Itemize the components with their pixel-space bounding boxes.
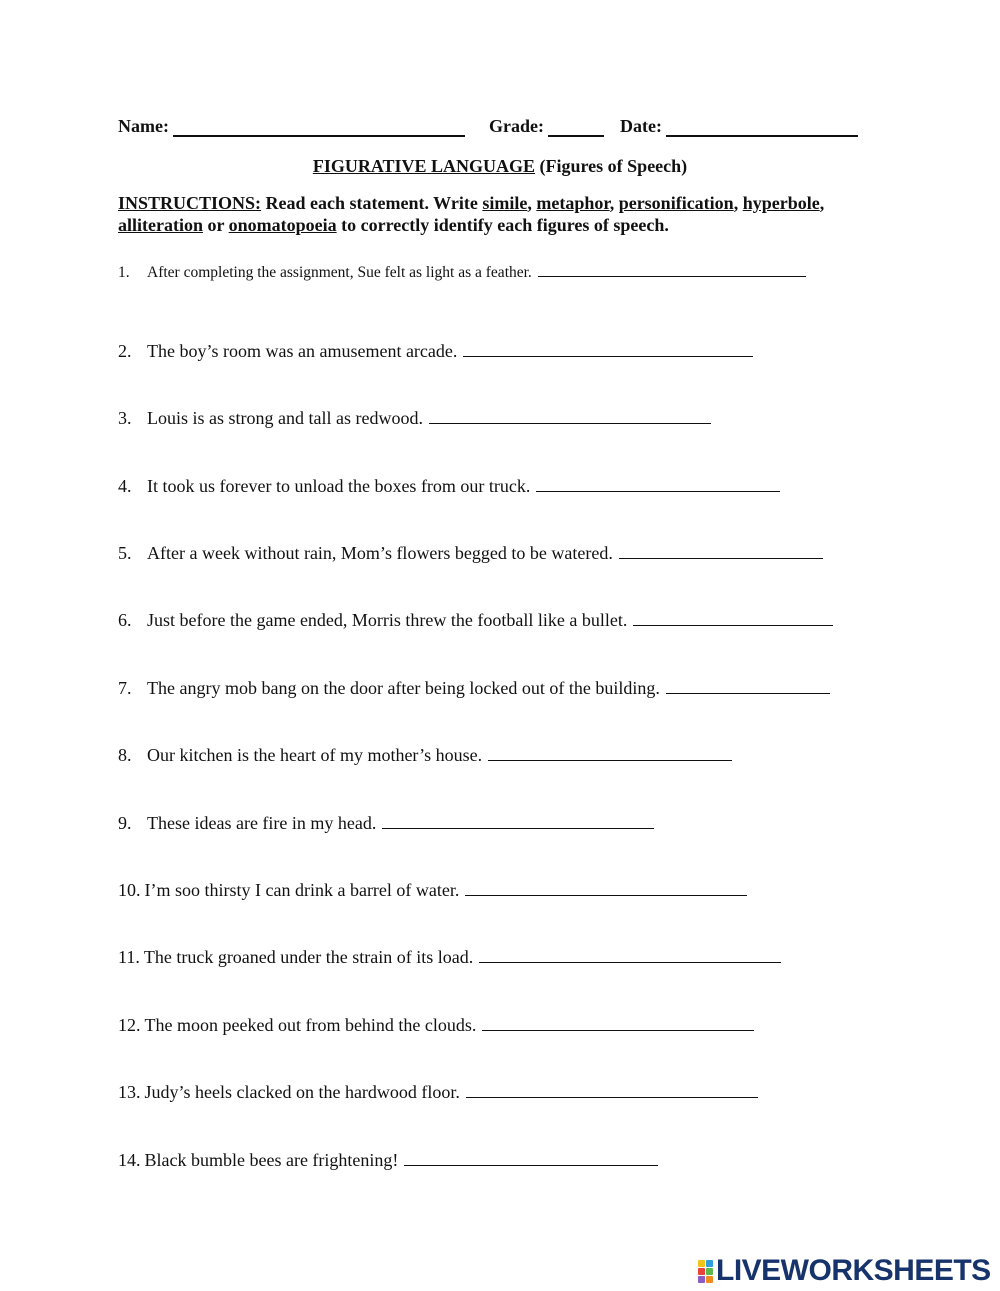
- question-text: Our kitchen is the heart of my mother’s house.: [147, 745, 483, 765]
- question-number: 3.: [118, 408, 132, 428]
- question-number: 6.: [118, 610, 132, 630]
- term-metaphor: metaphor: [536, 193, 610, 213]
- question-number: 5.: [118, 543, 132, 563]
- question-text: Just before the game ended, Morris threw the football like a bullet.: [147, 610, 628, 630]
- question-text: Black bumble bees are frightening!: [144, 1150, 399, 1170]
- term-simile: simile: [482, 193, 528, 213]
- title-main: FIGURATIVE LANGUAGE: [312, 156, 536, 176]
- logo-blocks-icon: [698, 1260, 713, 1283]
- question-14: [118, 1149, 658, 1171]
- answer-blank[interactable]: [465, 879, 747, 896]
- instructions: INSTRUCTIONS: Read each statement. Write simile, metaphor, personification, hyperbole, alliteration or onomatopoeia to correctly identify each figures of speech.: [118, 193, 825, 235]
- logo-block: [698, 1276, 705, 1283]
- name-blank[interactable]: [173, 119, 465, 137]
- instructions-or: or: [207, 215, 225, 235]
- instructions-label: INSTRUCTIONS:: [118, 193, 262, 213]
- question-number: 9.: [118, 813, 132, 833]
- question-number: 2.: [118, 341, 132, 361]
- answer-blank[interactable]: [463, 340, 753, 357]
- logo-block: [706, 1276, 713, 1283]
- student-info-row: [118, 116, 888, 137]
- answer-blank[interactable]: [666, 677, 830, 694]
- question-text: Judy’s heels clacked on the hardwood floor.: [144, 1082, 460, 1102]
- logo-block: [706, 1268, 713, 1275]
- answer-blank[interactable]: [633, 609, 833, 626]
- question-5: [118, 542, 823, 564]
- answer-blank[interactable]: [538, 260, 806, 277]
- question-number: 1.: [118, 264, 130, 281]
- question-7: [118, 677, 830, 699]
- question-text: It took us forever to unload the boxes from our truck.: [147, 476, 531, 496]
- question-4: [118, 475, 780, 497]
- name-label: Name:: [118, 116, 169, 136]
- term-onomatopoeia: onomatopoeia: [228, 215, 337, 235]
- logo-block: [698, 1268, 705, 1275]
- logo-block: [706, 1260, 713, 1267]
- question-8: [118, 744, 732, 766]
- answer-blank[interactable]: [482, 1014, 754, 1031]
- question-number: 14.: [118, 1150, 141, 1170]
- date-label: Date:: [619, 116, 662, 136]
- question-9: [118, 812, 654, 834]
- grade-blank[interactable]: [548, 119, 604, 137]
- question-2: [118, 340, 753, 362]
- question-1: [118, 260, 806, 282]
- question-text: After completing the assignment, Sue felt as light as a feather.: [147, 264, 532, 281]
- question-number: 12.: [118, 1015, 141, 1035]
- question-6: [118, 609, 833, 631]
- question-11: [118, 946, 781, 968]
- answer-blank[interactable]: [536, 475, 780, 492]
- answer-blank[interactable]: [466, 1081, 758, 1098]
- question-text: I’m soo thirsty I can drink a barrel of water.: [144, 880, 460, 900]
- question-text: Louis is as strong and tall as redwood.: [147, 408, 423, 428]
- logo-text: LIVEWORKSHEETS: [716, 1254, 991, 1287]
- question-12: [118, 1014, 754, 1036]
- answer-blank[interactable]: [619, 542, 823, 559]
- term-personification: personification: [618, 193, 734, 213]
- question-text: After a week without rain, Mom’s flowers begged to be watered.: [147, 543, 613, 563]
- question-number: 10.: [118, 880, 141, 900]
- answer-blank[interactable]: [479, 946, 781, 963]
- question-text: The angry mob bang on the door after being locked out of the building.: [147, 678, 660, 698]
- question-number: 13.: [118, 1082, 141, 1102]
- logo-block: [698, 1260, 705, 1267]
- question-number: 8.: [118, 745, 132, 765]
- answer-blank[interactable]: [404, 1149, 658, 1166]
- question-text: The truck groaned under the strain of its load.: [143, 947, 474, 967]
- answer-blank[interactable]: [382, 812, 654, 829]
- answer-blank[interactable]: [488, 744, 732, 761]
- question-13: [118, 1081, 758, 1103]
- date-blank[interactable]: [666, 119, 858, 137]
- instructions-text-1: Read each statement. Write: [265, 193, 478, 213]
- question-text: The boy’s room was an amusement arcade.: [147, 341, 458, 361]
- grade-label: Grade:: [488, 116, 544, 136]
- question-text: The moon peeked out from behind the clouds.: [144, 1015, 477, 1035]
- question-3: [118, 407, 711, 429]
- title-sub: (Figures of Speech): [539, 156, 688, 176]
- question-number: 4.: [118, 476, 132, 496]
- question-number: 7.: [118, 678, 132, 698]
- liveworksheets-logo: [698, 1254, 991, 1288]
- question-text: These ideas are fire in my head.: [147, 813, 377, 833]
- answer-blank[interactable]: [429, 407, 711, 424]
- term-alliteration: alliteration: [118, 215, 203, 235]
- question-10: [118, 879, 747, 901]
- instructions-text-2: to correctly identify each figures of speech.: [341, 215, 669, 235]
- term-hyperbole: hyperbole: [742, 193, 820, 213]
- page-title: [0, 156, 1000, 177]
- question-number: 11.: [118, 947, 140, 967]
